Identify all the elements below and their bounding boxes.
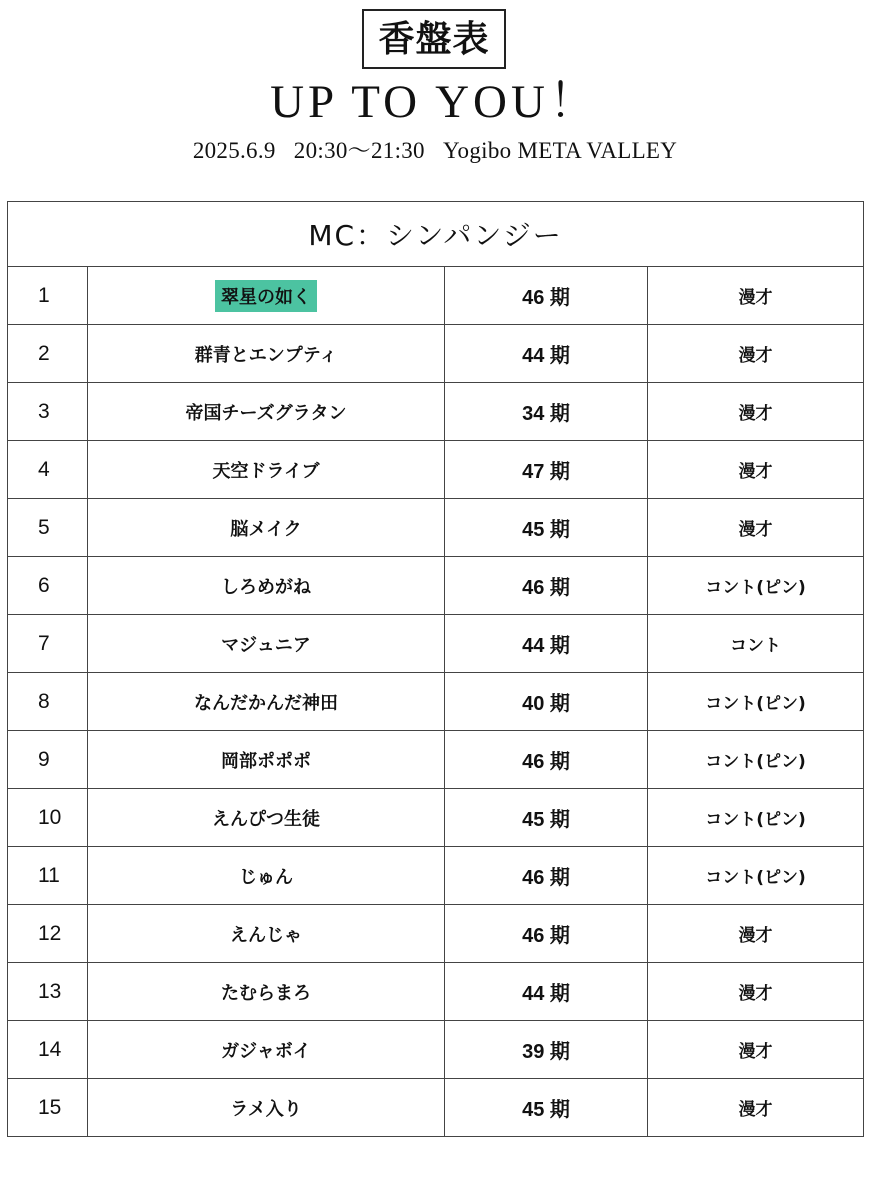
genre: コント(ピン) — [648, 789, 864, 847]
performer-name: マジュニア — [221, 634, 311, 656]
performer-name-cell — [88, 789, 445, 847]
generation: 40 期 — [445, 673, 648, 731]
event-date: 2025.6.9 — [192, 138, 276, 163]
generation: 45 期 — [445, 789, 648, 847]
performer-name-cell — [88, 325, 445, 383]
genre: コント(ピン) — [648, 847, 864, 905]
performer-name: 翠星の如く — [215, 280, 317, 312]
performer-name: じゅん — [239, 866, 293, 888]
performer-name-cell — [88, 557, 445, 615]
order-number: 8 — [8, 673, 88, 731]
performer-name: えんぴつ生徒 — [212, 808, 320, 830]
genre: コント(ピン) — [648, 731, 864, 789]
event-name: UP TO YOU！ — [270, 76, 600, 128]
genre: 漫才 — [648, 1079, 864, 1137]
performer-name-cell — [88, 441, 445, 499]
genre: 漫才 — [648, 267, 864, 325]
performer-name: なんだかんだ神田 — [194, 692, 338, 714]
genre: 漫才 — [648, 325, 864, 383]
performer-name-cell — [88, 383, 445, 441]
performer-name-cell — [88, 731, 445, 789]
table-row — [8, 499, 864, 557]
performer-name-cell — [88, 499, 445, 557]
order-number: 3 — [8, 383, 88, 441]
generation: 45 期 — [445, 499, 648, 557]
performer-name: ラメ入り — [230, 1098, 302, 1120]
table-row — [8, 847, 864, 905]
genre: コント — [648, 615, 864, 673]
performer-name-cell — [88, 267, 445, 325]
generation: 44 期 — [445, 325, 648, 383]
mc-row — [8, 202, 864, 267]
performer-name: たむらまろ — [221, 982, 311, 1004]
table-row — [8, 789, 864, 847]
genre: 漫才 — [648, 1021, 864, 1079]
generation: 46 期 — [445, 557, 648, 615]
lineup-table — [7, 201, 864, 1137]
generation: 45 期 — [445, 1079, 648, 1137]
order-number: 1 — [8, 267, 88, 325]
event-venue: Yogibo META VALLEY — [442, 138, 678, 163]
order-number: 12 — [8, 905, 88, 963]
order-number: 15 — [8, 1079, 88, 1137]
generation: 34 期 — [445, 383, 648, 441]
performer-name-cell — [88, 847, 445, 905]
document-title: 香盤表 — [362, 9, 506, 69]
order-number: 13 — [8, 963, 88, 1021]
table-row — [8, 731, 864, 789]
table-row — [8, 1079, 864, 1137]
table-row — [8, 673, 864, 731]
performer-name-cell — [88, 963, 445, 1021]
performer-name: ガジャボイ — [221, 1040, 311, 1062]
performer-name-cell — [88, 1079, 445, 1137]
table-row — [8, 383, 864, 441]
performer-name-cell — [88, 615, 445, 673]
table-row — [8, 325, 864, 383]
performer-name-cell — [88, 905, 445, 963]
generation: 46 期 — [445, 267, 648, 325]
performer-name: 帝国チーズグラタン — [185, 402, 347, 424]
event-meta — [0, 134, 870, 168]
order-number: 5 — [8, 499, 88, 557]
order-number: 10 — [8, 789, 88, 847]
order-number: 9 — [8, 731, 88, 789]
order-number: 4 — [8, 441, 88, 499]
performer-name: 岡部ポポポ — [221, 750, 311, 772]
performer-name: しろめがね — [221, 576, 311, 598]
table-row — [8, 905, 864, 963]
genre: コント(ピン) — [648, 557, 864, 615]
order-number: 11 — [8, 847, 88, 905]
performer-name-cell — [88, 1021, 445, 1079]
generation: 46 期 — [445, 905, 648, 963]
genre: コント(ピン) — [648, 673, 864, 731]
generation: 44 期 — [445, 963, 648, 1021]
genre: 漫才 — [648, 441, 864, 499]
performer-name: 天空ドライブ — [212, 460, 320, 482]
generation: 46 期 — [445, 847, 648, 905]
genre: 漫才 — [648, 963, 864, 1021]
mc-cell: MC：シンパンジー — [8, 202, 864, 267]
performer-name: 群青とエンプティ — [194, 344, 338, 366]
order-number: 2 — [8, 325, 88, 383]
order-number: 6 — [8, 557, 88, 615]
generation: 46 期 — [445, 731, 648, 789]
performer-name-cell — [88, 673, 445, 731]
table-row — [8, 615, 864, 673]
table-row — [8, 441, 864, 499]
table-row — [8, 267, 864, 325]
generation: 39 期 — [445, 1021, 648, 1079]
genre: 漫才 — [648, 383, 864, 441]
generation: 44 期 — [445, 615, 648, 673]
table-row — [8, 557, 864, 615]
performer-name: 脳メイク — [230, 518, 302, 540]
genre: 漫才 — [648, 499, 864, 557]
order-number: 7 — [8, 615, 88, 673]
table-row — [8, 1021, 864, 1079]
performer-name: えんじゃ — [230, 924, 302, 946]
event-time: 20:30〜21:30 — [293, 138, 425, 163]
generation: 47 期 — [445, 441, 648, 499]
genre: 漫才 — [648, 905, 864, 963]
order-number: 14 — [8, 1021, 88, 1079]
table-row — [8, 963, 864, 1021]
